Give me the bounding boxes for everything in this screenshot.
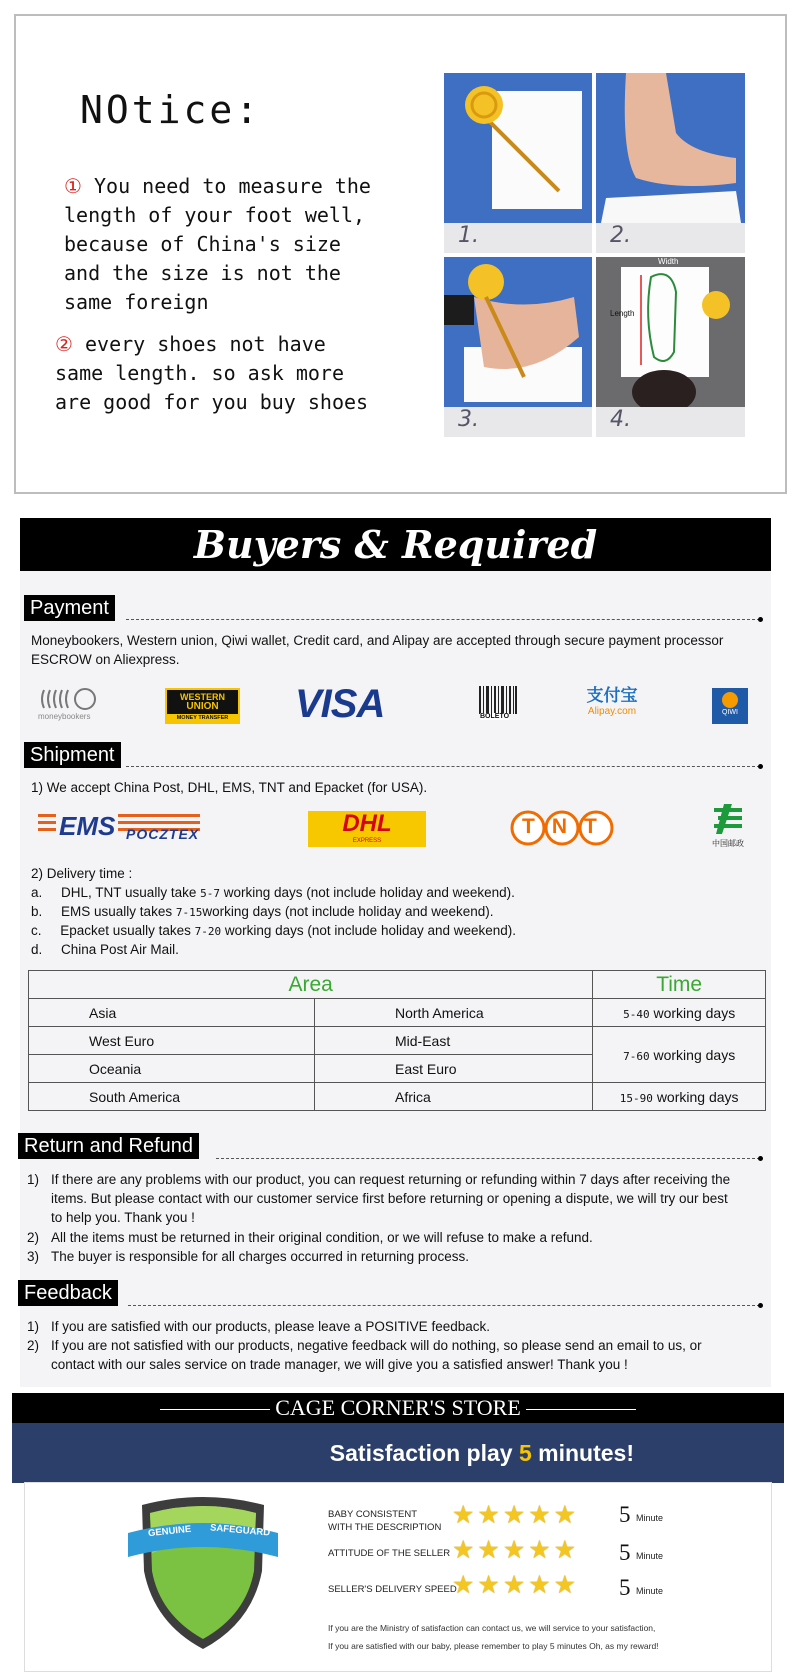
time-cell (593, 999, 766, 1027)
moneybookers-logo (38, 686, 104, 724)
step-number: 4. (610, 407, 631, 432)
photo-width-label: Width (658, 257, 679, 266)
delivery-pre: DHL, TNT usually take (61, 885, 201, 900)
star-rating: ★★★★★ (452, 1501, 580, 1529)
refund-heading: Return and Refund (18, 1133, 199, 1159)
area-cell: Asia (29, 999, 315, 1027)
delivery-title: 2) Delivery time : (31, 866, 133, 881)
notice-line: length of your foot well, (64, 203, 366, 227)
delivery-item (31, 923, 516, 938)
section-divider (126, 619, 760, 620)
rating-unit: Minute (636, 1513, 664, 1523)
dhl-sub: EXPRESS (352, 838, 382, 844)
area-cell: Africa (315, 1083, 593, 1111)
delivery-marker: a. (31, 885, 43, 900)
rating-label-line: BABY CONSISTENT (328, 1509, 418, 1520)
time-label: working days (656, 1088, 739, 1105)
notice-line: You need to measure the (93, 174, 371, 198)
time-range: 5-40 (623, 1007, 650, 1021)
feedback-marker: 1) (27, 1319, 40, 1334)
divider-dot (758, 1156, 763, 1161)
qiwi-name: QIWI (722, 709, 738, 716)
notice-line: because of China's size (64, 232, 341, 256)
step-number: 2. (610, 223, 631, 248)
time-label: working days (653, 1004, 736, 1021)
shipping-time-table (28, 970, 766, 1111)
time-range: 7-60 (623, 1049, 650, 1063)
delivery-range: 7-15 (175, 906, 203, 919)
time-cell (593, 1083, 766, 1111)
rating-unit: Minute (636, 1586, 664, 1596)
barcode-icon (478, 686, 518, 714)
sat-number: 5 (518, 1440, 532, 1466)
time-header: Time (593, 971, 766, 999)
step-number: 1. (458, 223, 479, 248)
store-title: CAGE CORNER'S STORE (275, 1395, 521, 1420)
rating-score: 5 (619, 1575, 631, 1600)
visa-logo: VISA (295, 682, 385, 726)
delivery-marker: b. (31, 904, 43, 919)
rating-label-line: WITH THE DESCRIPTION (328, 1522, 442, 1533)
shipment-intro: 1) We accept China Post, DHL, EMS, TNT and Epacket (for USA). (31, 780, 428, 795)
measure-photo-2 (596, 73, 745, 253)
step-number: 3. (458, 407, 479, 432)
tnt-text: TNT (522, 815, 614, 838)
china-post-logo (706, 804, 750, 849)
refund-line: If there are any problems with our product, you can request returning or refunding within 7 days after receiving the (51, 1172, 731, 1187)
time-cell (593, 1027, 766, 1083)
table-row (29, 999, 766, 1027)
feedback-line: If you are satisfied with our products, please leave a POSITIVE feedback. (51, 1319, 490, 1334)
moneybookers-name: moneybookers (38, 712, 91, 721)
alipay-cn: 支付宝 (586, 686, 638, 705)
alipay-logo (576, 686, 648, 718)
qiwi-icon (722, 692, 738, 708)
feedback-line: contact with our sales service on trade manager, we will give you a satisfied answer! Thank you ! (51, 1357, 628, 1372)
rating-score: 5 (619, 1540, 631, 1565)
delivery-pre: Epacket usually takes (60, 923, 195, 938)
refund-line: to help you. Thank you ! (51, 1210, 195, 1225)
pocztex-text: POCZTEX (126, 826, 200, 842)
measure-photo-4 (596, 257, 745, 437)
rating-score: 5 (619, 1502, 631, 1527)
section-divider (128, 1305, 760, 1306)
delivery-pre: China Post Air Mail. (61, 942, 179, 957)
dhl-text: DHL (342, 810, 392, 837)
area-cell: East Euro (315, 1055, 593, 1083)
tnt-logo (510, 810, 614, 846)
footnote: If you are satisfied with our baby, please remember to play 5 minutes Oh, as my reward! (328, 1641, 659, 1651)
payment-text: Moneybookers, Western union, Qiwi wallet, Credit card, and Alipay are accepted through secure payment processor (31, 633, 724, 648)
notice-title: NOtice: (80, 88, 262, 132)
buyers-required-banner: Buyers & Required (20, 518, 771, 571)
western-union-logo (165, 688, 240, 724)
area-cell: West Euro (29, 1027, 315, 1055)
feedback-heading: Feedback (18, 1280, 118, 1306)
area-cell: Mid-East (315, 1027, 593, 1055)
notice-line: are good for you buy shoes (55, 390, 369, 414)
wu-mid: UNION (186, 701, 219, 712)
divider-dot (758, 617, 763, 622)
title-rule (526, 1409, 636, 1410)
delivery-marker: d. (31, 942, 43, 957)
notice-point-1 (64, 172, 371, 317)
refund-line: The buyer is responsible for all charges occurred in returning process. (51, 1249, 469, 1264)
feedback-marker: 2) (27, 1338, 40, 1353)
delivery-item (31, 885, 515, 900)
moneybookers-icon (38, 686, 104, 712)
dhl-logo (308, 811, 426, 847)
refund-marker: 2) (27, 1230, 40, 1245)
boleto-logo (478, 686, 518, 724)
notice-line: and the size is not the (64, 261, 341, 285)
delivery-post: working days (not include holiday and weekend). (202, 904, 494, 919)
star-rating: ★★★★★ (452, 1571, 580, 1599)
delivery-range: 5-7 (200, 887, 220, 900)
table-header-row (29, 971, 766, 999)
delivery-marker: c. (31, 923, 42, 938)
divider-dot (758, 764, 763, 769)
satisfaction-headline (12, 1440, 784, 1467)
qiwi-logo (712, 688, 748, 724)
photo-length-label: Length (610, 309, 635, 318)
notice-line: same foreign (64, 290, 209, 314)
shield-text-left: GENUINE (147, 1523, 192, 1540)
shipment-heading: Shipment (24, 742, 121, 768)
measure-photo-3 (444, 257, 592, 437)
delivery-item (31, 942, 179, 957)
sat-post: minutes! (531, 1440, 634, 1466)
delivery-post: working days (not include holiday and weekend). (219, 885, 515, 900)
rating-label (328, 1508, 441, 1534)
refund-line: items. But please contact with our customer service first before returning or opening a dispute, we will try our best (51, 1191, 728, 1206)
china-post-icon (710, 804, 746, 834)
delivery-pre: EMS usually takes (61, 904, 176, 919)
area-header: Area (29, 971, 593, 999)
sat-pre: Satisfaction play (329, 1440, 519, 1466)
section-divider (126, 766, 760, 767)
payment-heading: Payment (24, 595, 115, 621)
measure-photo-1 (444, 73, 592, 253)
notice-line: same length. so ask more (55, 361, 344, 385)
ems-pocztex-logo (38, 808, 200, 848)
shield-icon (128, 1493, 278, 1653)
wu-top: WESTERN (180, 692, 225, 702)
guarantee-shield (128, 1493, 278, 1653)
wu-bottom: MONEY TRANSFER (167, 714, 238, 722)
notice-line: every shoes not have (84, 332, 326, 356)
section-divider (216, 1158, 760, 1159)
point-1-marker: ① (64, 174, 82, 198)
feedback-line: If you are not satisfied with our products, negative feedback will do nothing, so please send an email to us, or (51, 1338, 702, 1353)
shield-text-right: SAFEGUARD (209, 1522, 271, 1539)
star-rating: ★★★★★ (452, 1536, 580, 1564)
title-rule (160, 1409, 270, 1410)
rating-unit: Minute (636, 1551, 664, 1561)
ems-text: EMS (56, 811, 118, 841)
delivery-range: 7-20 (194, 925, 222, 938)
footnote: If you are the Ministry of satisfaction can contact us, we will service to your satisfaction, (328, 1623, 656, 1633)
area-cell: South America (29, 1083, 315, 1111)
refund-line: All the items must be returned in their original condition, or we will refuse to make a refund. (51, 1230, 593, 1245)
time-label: working days (653, 1046, 736, 1063)
delivery-item (31, 904, 494, 919)
delivery-post: working days (not include holiday and weekend). (221, 923, 517, 938)
payment-text: ESCROW on Aliexpress. (31, 652, 180, 667)
divider-dot (758, 1303, 763, 1308)
boleto-name: BOLETO (480, 713, 510, 720)
time-range: 15-90 (619, 1091, 653, 1105)
refund-marker: 3) (27, 1249, 40, 1264)
table-row (29, 1083, 766, 1111)
alipay-name: Alipay.com (587, 706, 637, 717)
refund-marker: 1) (27, 1172, 40, 1187)
point-2-marker: ② (55, 332, 73, 356)
store-title-bar (12, 1393, 784, 1423)
table-row (29, 1027, 766, 1055)
china-post-name: 中国邮政 (712, 839, 744, 848)
rating-label: ATTITUDE OF THE SELLER (328, 1548, 451, 1559)
area-cell: North America (315, 999, 593, 1027)
rating-label: SELLER'S DELIVERY SPEED (328, 1584, 457, 1595)
area-cell: Oceania (29, 1055, 315, 1083)
notice-point-2 (55, 330, 368, 417)
